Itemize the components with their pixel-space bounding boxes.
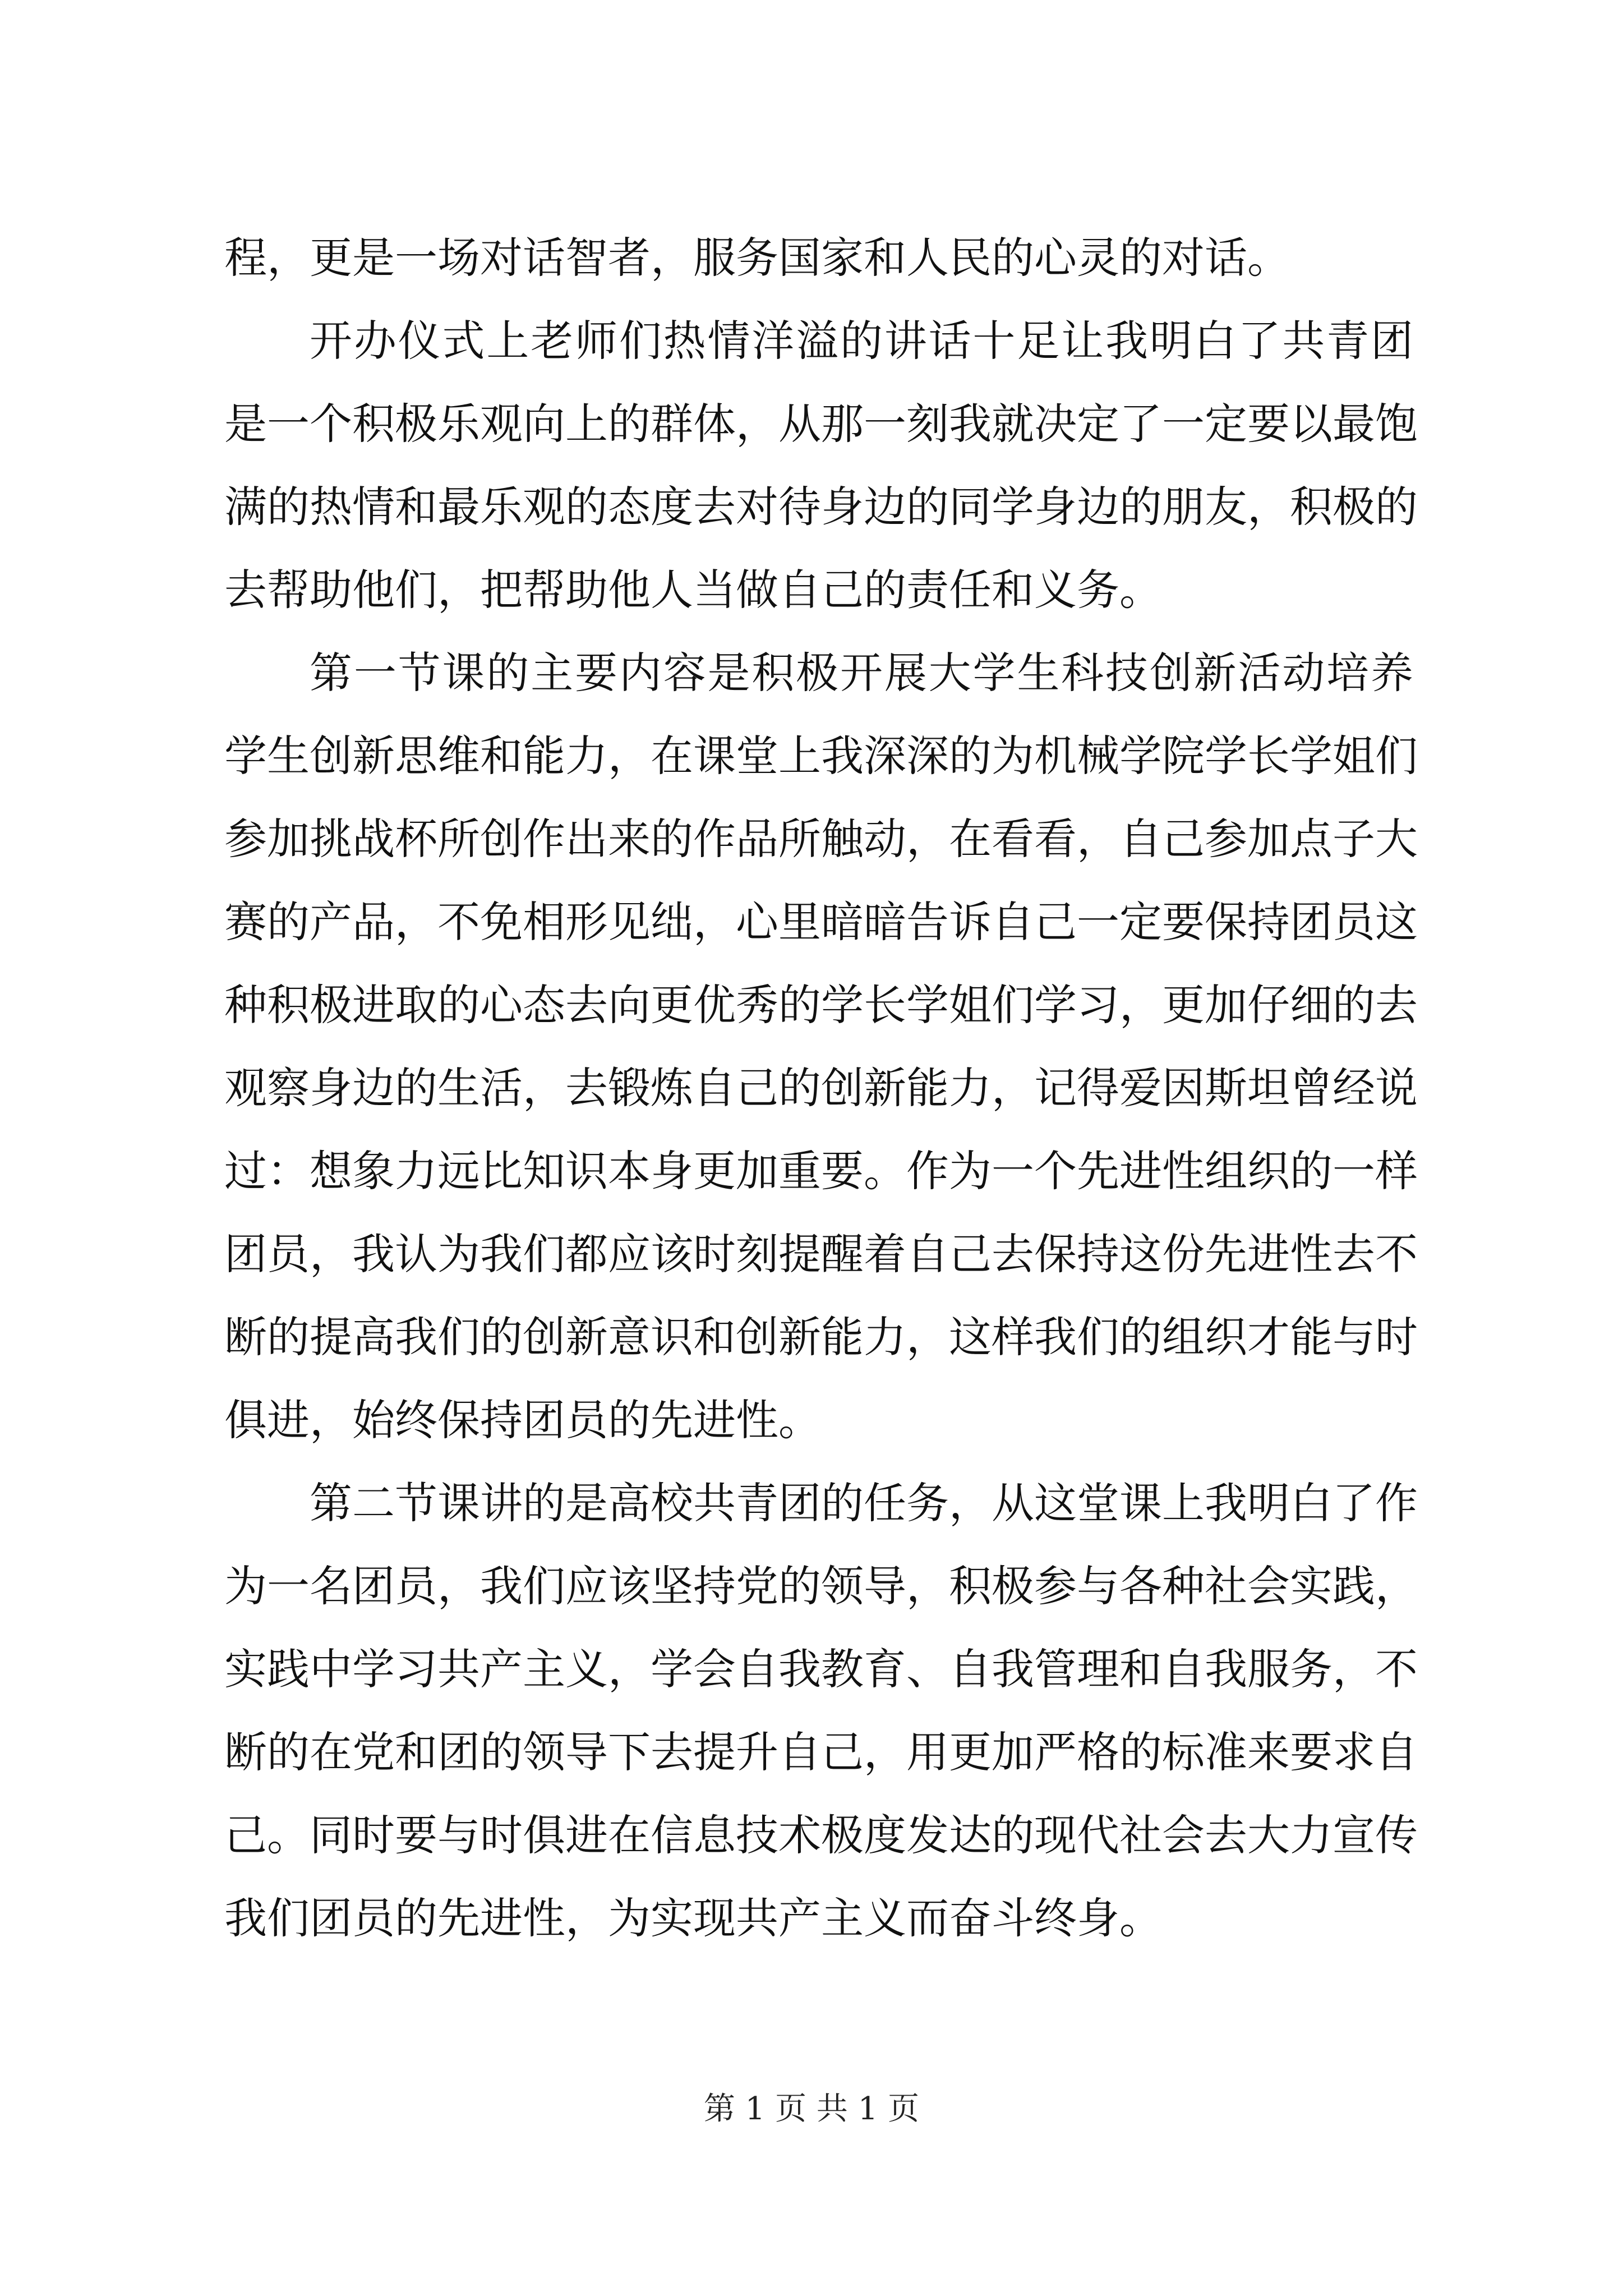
paragraph-1-line-1: 程，更是一场对话智者，服务国家和人民的心灵的对话。 xyxy=(224,233,1290,283)
paragraph-3-line-2: 学生创新思维和能力，在课堂上我深深的为机械学院学长学姐们 xyxy=(224,731,1418,781)
paragraph-4-line-4: 断的在党和团的领导下去提升自己，用更加严格的标准来要求自 xyxy=(224,1727,1418,1777)
paragraph-4-line-5: 己。同时要与时俱进在信息技术极度发达的现代社会去大力宣传 xyxy=(224,1810,1418,1860)
paragraph-3-line-4: 赛的产品，不免相形见绌，心里暗暗告诉自己一定要保持团员这 xyxy=(224,897,1418,947)
page-number-footer: 第 1 页 共 1 页 xyxy=(703,2091,920,2127)
paragraph-2-line-4: 去帮助他们，把帮助他人当做自己的责任和义务。 xyxy=(224,565,1162,615)
paragraph-3-line-7: 过：想象力远比知识本身更加重要。作为一个先进性组织的一样 xyxy=(224,1146,1418,1196)
paragraph-3-line-10: 俱进，始终保持团员的先进性。 xyxy=(224,1395,821,1445)
paragraph-3-line-1: 第一节课的主要内容是积极开展大学生科技创新活动培养 xyxy=(310,648,1413,698)
paragraph-3-line-8: 团员，我认为我们都应该时刻提醒着自己去保持这份先进性去不 xyxy=(224,1229,1418,1279)
paragraph-2-line-1: 开办仪式上老师们热情洋溢的讲话十足让我明白了共青团 xyxy=(310,316,1413,366)
paragraph-3-line-3: 参加挑战杯所创作出来的作品所触动，在看看，自己参加点子大 xyxy=(224,814,1418,864)
paragraph-3-line-9: 断的提高我们的创新意识和创新能力，这样我们的组织才能与时 xyxy=(224,1312,1418,1362)
paragraph-3-line-6: 观察身边的生活，去锻炼自己的创新能力，记得爱因斯坦曾经说 xyxy=(224,1063,1418,1113)
paragraph-2-line-3: 满的热情和最乐观的态度去对待身边的同学身边的朋友，积极的 xyxy=(224,482,1418,532)
paragraph-4-line-1: 第二节课讲的是高校共青团的任务，从这堂课上我明白了作 xyxy=(310,1478,1418,1528)
paragraph-2-line-2: 是一个积极乐观向上的群体，从那一刻我就决定了一定要以最饱 xyxy=(224,399,1418,449)
paragraph-4-line-2: 为一名团员，我们应该坚持党的领导，积极参与各种社会实践， xyxy=(224,1561,1418,1611)
paragraph-4-line-3: 实践中学习共产主义，学会自我教育、自我管理和自我服务，不 xyxy=(224,1644,1418,1694)
paragraph-3-line-5: 种积极进取的心态去向更优秀的学长学姐们学习，更加仔细的去 xyxy=(224,980,1418,1030)
paragraph-4-line-6: 我们团员的先进性，为实现共产主义而奋斗终身。 xyxy=(224,1893,1162,1943)
